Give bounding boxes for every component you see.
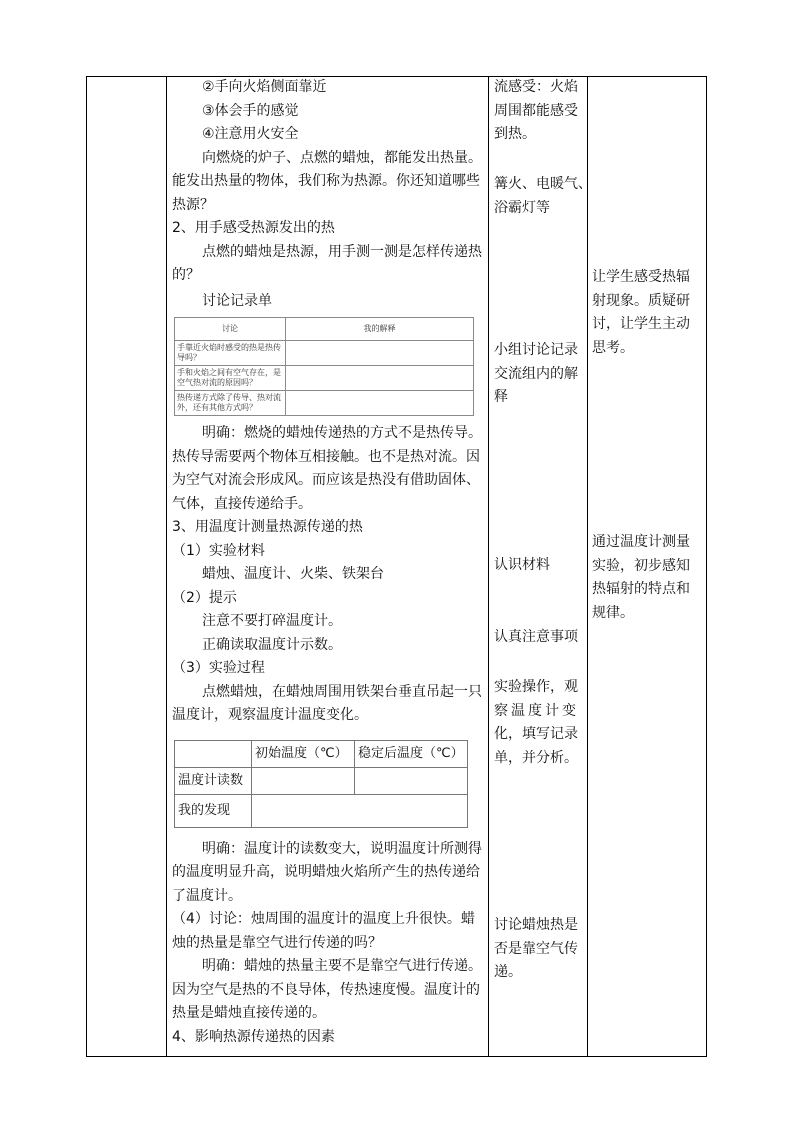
activity-line: 递。 <box>494 964 522 980</box>
table-header-cell: 初始温度（℃） <box>252 740 355 767</box>
activity-line: 交流组内的解 <box>494 365 578 382</box>
intent-line: 规律。 <box>592 604 634 621</box>
sub-heading: （2）提示 <box>172 589 237 606</box>
table-cell: 我的发现 <box>175 794 252 827</box>
sub-heading: （4）讨论：烛周围的温度计的温度上升很快。蜡 <box>172 911 475 927</box>
activity-line: 流感受：火焰 <box>494 79 578 95</box>
intent-line: 让学生感受热辐 <box>592 269 690 285</box>
table-cell: 手和火焰之间有空气存在，是空气热对流的原因吗？ <box>175 366 286 391</box>
section-heading: 4、影响热源传递热的因素 <box>172 1028 335 1045</box>
intent-block <box>592 266 690 360</box>
intent-block <box>592 531 690 625</box>
table-cell <box>286 391 474 416</box>
body-line: 点燃蜡烛，在蜡烛周围用铁架台垂直吊起一只 <box>202 683 482 700</box>
teaching-process-column <box>172 76 484 1049</box>
body-line: 明确：温度计的读数变大，说明温度计所测得 <box>202 840 482 857</box>
activity-line: 认识材料 <box>494 557 550 573</box>
body-line: 明确：蜡烛的热量主要不是靠空气进行传递。 <box>202 958 482 974</box>
activity-line: 讨论蜡烛热是 <box>494 917 578 933</box>
table-header-cell: 稳定后温度（℃） <box>355 740 468 767</box>
body-line: 为空气对流会形成风。而应该是热没有借助固体、 <box>172 472 480 488</box>
body-line: 因为空气是热的不良导体，传热速度慢。温度计的 <box>172 981 480 998</box>
table-header-cell: 我的解释 <box>286 318 474 341</box>
section-heading: 3、用温度计测量热源传递的热 <box>172 519 363 535</box>
activity-line: 认真注意事项 <box>494 629 578 645</box>
table-divider-2 <box>488 76 489 1056</box>
activity-block <box>494 626 578 650</box>
thermometer-record-table <box>174 740 468 828</box>
activity-block <box>494 554 550 578</box>
table-header-cell <box>175 740 252 767</box>
activity-block <box>494 76 578 147</box>
intent-line: 实验，初步感知 <box>592 557 690 574</box>
activity-line: 到热。 <box>494 126 536 142</box>
body-line: 蜡烛、温度计、火柴、铁架台 <box>202 566 384 582</box>
intent-line: 通过温度计测量 <box>592 534 690 550</box>
table-cell <box>355 767 468 794</box>
step-line: ④注意用火安全 <box>202 126 299 142</box>
activity-block <box>494 339 578 410</box>
table-cell: 手靠近火焰时感受的热是热传导吗？ <box>175 341 286 366</box>
body-line: 点燃的蜡烛是热源，用手测一测是怎样传递热 <box>202 243 482 260</box>
table-header-cell: 讨论 <box>175 318 286 341</box>
table-row <box>175 767 468 794</box>
activity-line: 篝火、电暖气、 <box>494 176 592 192</box>
body-line: 明确：燃烧的蜡烛传递热的方式不是热传导。 <box>202 425 482 441</box>
body-line: 能发出热量的物体，我们称为热源。你还知道哪些 <box>172 173 480 189</box>
table-divider-3 <box>587 76 588 1056</box>
body-line: 了温度计。 <box>172 887 242 904</box>
table-row <box>175 794 468 827</box>
activity-block <box>494 173 592 220</box>
intent-line: 热辐射的特点和 <box>592 581 690 597</box>
activity-line: 浴霸灯等 <box>494 199 550 216</box>
record-sheet-title: 讨论记录单 <box>202 292 272 309</box>
body-line: 热源？ <box>172 196 214 213</box>
activity-block <box>494 676 579 770</box>
activity-line: 小组讨论记录 <box>494 342 578 358</box>
body-line: 热量是蜡烛直接传递的。 <box>172 1005 326 1021</box>
table-cell <box>286 341 474 366</box>
activity-line: 化，填写记录 <box>494 726 578 742</box>
table-cell: 热传递方式除了传导、热对流外，还有其他方式吗？ <box>175 391 286 416</box>
activity-line: 释 <box>494 389 508 405</box>
intent-line: 思考。 <box>592 339 634 356</box>
step-line: ②手向火焰侧面靠近 <box>202 79 327 95</box>
activity-line: 否是靠空气传 <box>494 940 578 957</box>
body-line: 的温度明显升高，说明蜡烛火焰所产生的热传递给 <box>172 864 480 880</box>
body-line: 注意不要打碎温度计。 <box>202 613 342 629</box>
body-line: 热传导需要两个物体互相接触。也不是热对流。因 <box>172 448 480 465</box>
table-bottom-border <box>86 1056 707 1057</box>
table-cell <box>286 366 474 391</box>
body-line: 温度计，观察温度计温度变化。 <box>172 707 368 723</box>
activity-line: 察温度计变 <box>494 702 579 719</box>
table-cell <box>252 767 355 794</box>
activity-line: 实验操作，观 <box>494 679 578 695</box>
sub-heading: （3）实验过程 <box>172 660 265 676</box>
body-line: 烛的热量是靠空气进行传递的吗？ <box>172 934 382 951</box>
discussion-record-table <box>174 317 474 416</box>
table-divider-1 <box>166 76 167 1056</box>
table-right-border <box>706 76 707 1056</box>
body-line: 向燃烧的炉子、点燃的蜡烛，都能发出热量。 <box>202 149 482 166</box>
intent-line: 射现象。质疑研 <box>592 292 690 309</box>
activity-line: 单，并分析。 <box>494 749 578 766</box>
table-cell: 温度计读数 <box>175 767 252 794</box>
table-row <box>175 341 474 366</box>
intent-line: 讨，让学生主动 <box>592 316 690 332</box>
table-row <box>175 391 474 416</box>
body-line: 气体，直接传递给手。 <box>172 495 312 512</box>
activity-line: 周围都能感受 <box>494 102 578 119</box>
sub-heading: （1）实验材料 <box>172 542 265 559</box>
table-cell <box>252 794 468 827</box>
section-heading: 2、用手感受热源发出的热 <box>172 220 335 236</box>
table-row <box>175 366 474 391</box>
step-line: ③体会手的感觉 <box>202 102 299 119</box>
table-left-border <box>86 76 87 1056</box>
activity-block <box>494 914 578 985</box>
body-line: 的？ <box>172 267 200 283</box>
body-line: 正确读取温度计示数。 <box>202 636 342 653</box>
